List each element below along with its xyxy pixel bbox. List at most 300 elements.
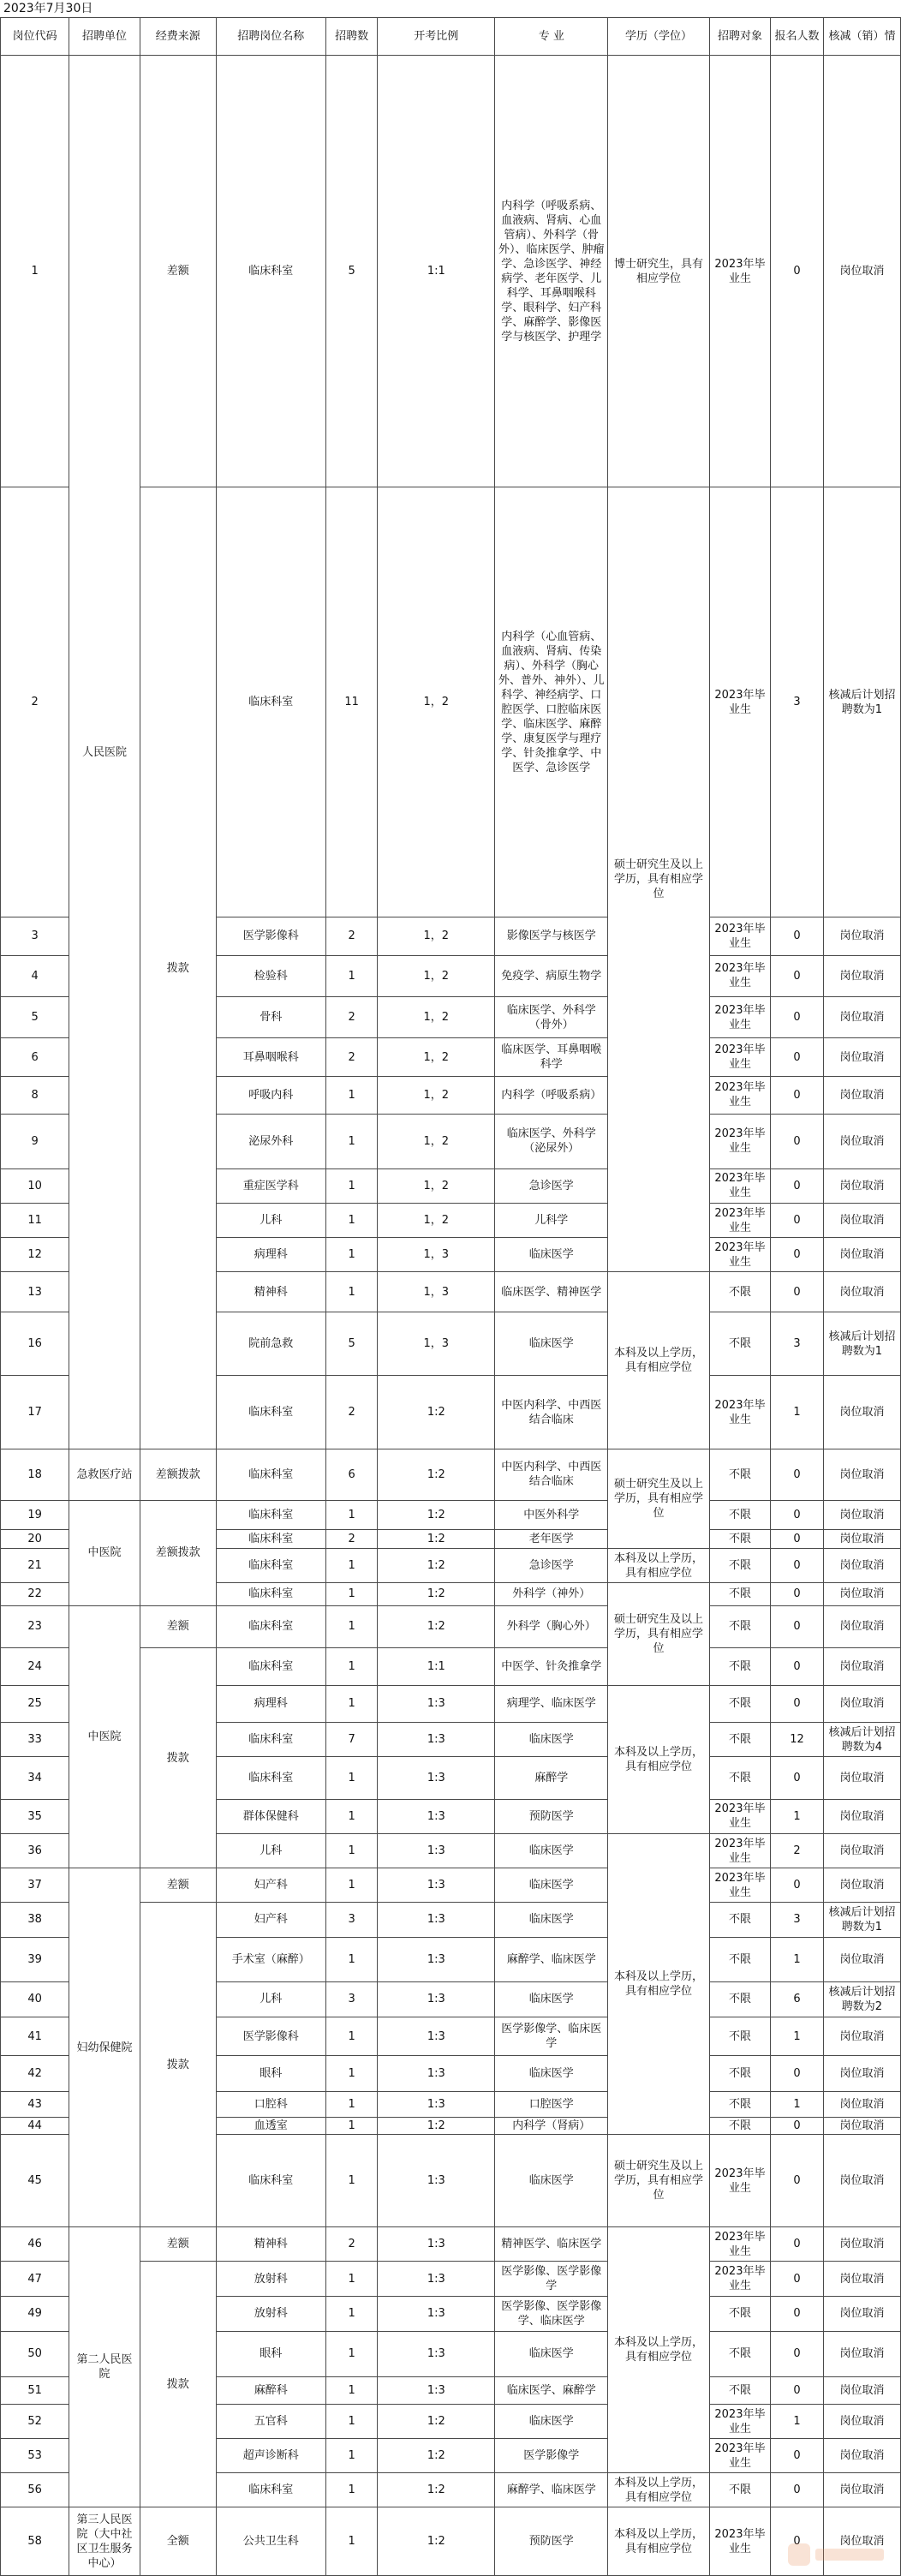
table-row <box>1 2227 901 2262</box>
post-code-cell: 9 <box>1 1114 69 1168</box>
applicant-count-cell: 0 <box>771 1530 824 1549</box>
target-cell: 2023年毕业生 <box>709 955 771 996</box>
target-cell: 不限 <box>709 1723 771 1757</box>
post-code-cell: 24 <box>1 1648 69 1686</box>
post-name-cell: 精神科 <box>216 1272 325 1312</box>
watermark-logo <box>786 2540 889 2569</box>
reduction-status-cell: 岗位取消 <box>823 1272 900 1312</box>
major-cell: 临床医学 <box>495 2404 608 2438</box>
target-cell: 2023年毕业生 <box>709 1238 771 1272</box>
major-cell: 临床医学、外科学（骨外） <box>495 996 608 1037</box>
applicant-count-cell: 6 <box>771 1982 824 2017</box>
major-cell: 急诊医学 <box>495 1168 608 1203</box>
exam-ratio-cell: 1:3 <box>378 2331 495 2376</box>
post-code-cell: 17 <box>1 1375 69 1449</box>
recruit-count-cell: 1 <box>325 2091 377 2117</box>
applicant-count-cell: 0 <box>771 917 824 955</box>
post-name-cell: 超声诊断科 <box>216 2439 325 2473</box>
major-cell: 临床医学 <box>495 1834 608 1868</box>
exam-ratio-cell: 1:3 <box>378 1982 495 2017</box>
target-cell: 2023年毕业生 <box>709 487 771 917</box>
post-code-cell: 8 <box>1 1076 69 1114</box>
post-name-cell: 临床科室 <box>216 2135 325 2227</box>
target-cell: 不限 <box>709 2331 771 2376</box>
applicant-count-cell: 0 <box>771 2135 824 2227</box>
target-cell: 2023年毕业生 <box>709 2227 771 2262</box>
post-name-cell: 麻醉科 <box>216 2376 325 2404</box>
post-name-cell: 医学影像科 <box>216 2017 325 2056</box>
reduction-status-cell: 岗位取消 <box>823 1834 900 1868</box>
reduction-status-cell: 岗位取消 <box>823 2296 900 2331</box>
post-code-cell: 18 <box>1 1449 69 1501</box>
recruit-count-cell: 1 <box>325 1605 377 1647</box>
post-code-cell: 37 <box>1 1868 69 1903</box>
post-name-cell: 五官科 <box>216 2404 325 2438</box>
post-code-cell: 52 <box>1 2404 69 2438</box>
post-code-cell: 25 <box>1 1685 69 1723</box>
header-cell: 招聘岗位名称 <box>216 18 325 56</box>
exam-ratio-cell: 1，3 <box>378 1272 495 1312</box>
applicant-count-cell: 0 <box>771 1549 824 1583</box>
applicant-count-cell: 0 <box>771 2262 824 2296</box>
exam-ratio-cell: 1，2 <box>378 1038 495 1077</box>
header-cell: 专 业 <box>495 18 608 56</box>
post-name-cell: 精神科 <box>216 2227 325 2262</box>
header-cell: 报名人数 <box>771 18 824 56</box>
post-code-cell: 22 <box>1 1583 69 1605</box>
post-code-cell: 12 <box>1 1238 69 1272</box>
recruit-count-cell: 5 <box>325 1312 377 1375</box>
exam-ratio-cell: 1:2 <box>378 2117 495 2135</box>
reduction-status-cell: 岗位取消 <box>823 1449 900 1501</box>
reduction-status-cell: 岗位取消 <box>823 1530 900 1549</box>
recruit-count-cell: 7 <box>325 1723 377 1757</box>
post-name-cell: 检验科 <box>216 955 325 996</box>
education-cell: 硕士研究生及以上学历，具有相应学位 <box>608 2135 709 2227</box>
post-code-cell: 58 <box>1 2507 69 2576</box>
post-name-cell: 儿科 <box>216 1982 325 2017</box>
recruit-count-cell: 1 <box>325 955 377 996</box>
applicant-count-cell: 0 <box>771 2331 824 2376</box>
post-code-cell: 46 <box>1 2227 69 2262</box>
exam-ratio-cell: 1，2 <box>378 1076 495 1114</box>
education-cell: 硕士研究生及以上学历，具有相应学位 <box>608 487 709 1272</box>
exam-ratio-cell: 1:3 <box>378 2091 495 2117</box>
post-code-cell: 4 <box>1 955 69 996</box>
major-cell: 临床医学、外科学（泌尿外） <box>495 1114 608 1168</box>
target-cell: 不限 <box>709 1648 771 1686</box>
applicant-count-cell: 0 <box>771 1272 824 1312</box>
post-code-cell: 49 <box>1 2296 69 2331</box>
post-name-cell: 公共卫生科 <box>216 2507 325 2576</box>
reduction-status-cell: 岗位取消 <box>823 2376 900 2404</box>
exam-ratio-cell: 1，2 <box>378 917 495 955</box>
unit-cell: 第三人民医院（大中社区卫生服务中心） <box>69 2507 140 2576</box>
recruit-count-cell: 1 <box>325 2507 377 2576</box>
recruit-count-cell: 1 <box>325 1549 377 1583</box>
recruit-count-cell: 3 <box>325 1982 377 2017</box>
major-cell: 免疫学、病原生物学 <box>495 955 608 996</box>
header-cell: 开考比例 <box>378 18 495 56</box>
post-name-cell: 重症医学科 <box>216 1168 325 1203</box>
post-name-cell: 院前急救 <box>216 1312 325 1375</box>
recruit-count-cell: 2 <box>325 2227 377 2262</box>
post-code-cell: 38 <box>1 1903 69 1937</box>
reduction-status-cell: 岗位取消 <box>823 1500 900 1529</box>
unit-cell: 急救医疗站 <box>69 1449 140 1501</box>
reduction-status-cell: 岗位取消 <box>823 2473 900 2507</box>
exam-ratio-cell: 1，2 <box>378 955 495 996</box>
applicant-count-cell: 0 <box>771 1583 824 1605</box>
exam-ratio-cell: 1:3 <box>378 1723 495 1757</box>
major-cell: 临床医学 <box>495 1312 608 1375</box>
exam-ratio-cell: 1，2 <box>378 1114 495 1168</box>
post-name-cell: 临床科室 <box>216 1500 325 1529</box>
target-cell: 不限 <box>709 1272 771 1312</box>
reduction-status-cell: 岗位取消 <box>823 2227 900 2262</box>
fund-source-cell: 差额 <box>140 2227 216 2262</box>
post-code-cell: 36 <box>1 1834 69 1868</box>
exam-ratio-cell: 1:2 <box>378 1449 495 1501</box>
target-cell: 2023年毕业生 <box>709 2439 771 2473</box>
applicant-count-cell: 1 <box>771 2091 824 2117</box>
post-code-cell: 51 <box>1 2376 69 2404</box>
recruit-count-cell: 1 <box>325 2331 377 2376</box>
major-cell: 医学影像学、临床医学 <box>495 2017 608 2056</box>
major-cell: 内科学（呼吸系病、血液病、肾病、心血管病）、外科学（骨外）、临床医学、肿瘤学、急诊医学、神经病学、老年医学、儿科学、耳鼻咽喉科学、眼科学、妇产科学、麻醉学、影像医学与核医学、护理学 <box>495 56 608 487</box>
recruit-count-cell: 1 <box>325 1238 377 1272</box>
major-cell: 中医学、针灸推拿学 <box>495 1648 608 1686</box>
major-cell: 临床医学、精神医学 <box>495 1272 608 1312</box>
fund-source-cell: 差额 <box>140 1868 216 1903</box>
reduction-status-cell: 岗位取消 <box>823 1204 900 1238</box>
applicant-count-cell: 0 <box>771 2117 824 2135</box>
table-row <box>1 1605 901 1647</box>
target-cell: 不限 <box>709 2091 771 2117</box>
exam-ratio-cell: 1:2 <box>378 2439 495 2473</box>
post-code-cell: 43 <box>1 2091 69 2117</box>
exam-ratio-cell: 1:3 <box>378 2056 495 2091</box>
exam-ratio-cell: 1，2 <box>378 487 495 917</box>
reduction-status-cell: 岗位取消 <box>823 955 900 996</box>
table-body <box>1 56 901 2576</box>
recruit-count-cell: 1 <box>325 2404 377 2438</box>
reduction-status-cell: 岗位取消 <box>823 1168 900 1203</box>
post-code-cell: 3 <box>1 917 69 955</box>
applicant-count-cell: 0 <box>771 2056 824 2091</box>
target-cell: 不限 <box>709 2473 771 2507</box>
major-cell: 临床医学 <box>495 1723 608 1757</box>
reduction-status-cell: 核减后计划招聘数为1 <box>823 487 900 917</box>
major-cell: 预防医学 <box>495 2507 608 2576</box>
major-cell: 内科学（肾病） <box>495 2117 608 2135</box>
post-name-cell: 临床科室 <box>216 1530 325 1549</box>
target-cell: 不限 <box>709 1903 771 1937</box>
exam-ratio-cell: 1:2 <box>378 2507 495 2576</box>
reduction-status-cell: 岗位取消 <box>823 2262 900 2296</box>
target-cell: 2023年毕业生 <box>709 1076 771 1114</box>
target-cell: 不限 <box>709 2376 771 2404</box>
recruit-count-cell: 1 <box>325 1583 377 1605</box>
exam-ratio-cell: 1:3 <box>378 1685 495 1723</box>
exam-ratio-cell: 1:2 <box>378 2473 495 2507</box>
unit-cell: 中医院 <box>69 1500 140 1605</box>
applicant-count-cell: 0 <box>771 1500 824 1529</box>
exam-ratio-cell: 1:2 <box>378 1605 495 1647</box>
recruit-count-cell: 2 <box>325 1038 377 1077</box>
target-cell: 2023年毕业生 <box>709 1038 771 1077</box>
applicant-count-cell: 0 <box>771 1204 824 1238</box>
recruit-count-cell: 1 <box>325 1685 377 1723</box>
exam-ratio-cell: 1:2 <box>378 1500 495 1529</box>
post-name-cell: 眼科 <box>216 2056 325 2091</box>
fund-source-cell: 差额拨款 <box>140 1500 216 1605</box>
post-code-cell: 39 <box>1 1937 69 1982</box>
post-code-cell: 16 <box>1 1312 69 1375</box>
applicant-count-cell: 0 <box>771 1238 824 1272</box>
post-name-cell: 病理科 <box>216 1685 325 1723</box>
applicant-count-cell: 0 <box>771 2296 824 2331</box>
post-name-cell: 病理科 <box>216 1238 325 1272</box>
reduction-status-cell: 岗位取消 <box>823 1937 900 1982</box>
major-cell: 中医外科学 <box>495 1500 608 1529</box>
post-code-cell: 40 <box>1 1982 69 2017</box>
recruit-count-cell: 1 <box>325 1168 377 1203</box>
recruit-count-cell: 1 <box>325 1757 377 1799</box>
reduction-status-cell: 岗位取消 <box>823 1583 900 1605</box>
unit-cell: 中医院 <box>69 1605 140 1868</box>
post-name-cell: 临床科室 <box>216 1757 325 1799</box>
applicant-count-cell: 0 <box>771 2473 824 2507</box>
recruit-count-cell: 1 <box>325 1937 377 1982</box>
post-code-cell: 1 <box>1 56 69 487</box>
major-cell: 临床医学 <box>495 2135 608 2227</box>
applicant-count-cell: 0 <box>771 2507 824 2576</box>
reduction-status-cell: 岗位取消 <box>823 56 900 487</box>
major-cell: 医学影像、医学影像学、临床医学 <box>495 2296 608 2331</box>
major-cell: 医学影像学 <box>495 2439 608 2473</box>
education-cell: 本科及以上学历，具有相应学位 <box>608 2473 709 2507</box>
reduction-status-cell: 岗位取消 <box>823 2056 900 2091</box>
applicant-count-cell: 0 <box>771 2227 824 2262</box>
major-cell: 精神医学、临床医学 <box>495 2227 608 2262</box>
header-row <box>1 18 901 56</box>
post-name-cell: 血透室 <box>216 2117 325 2135</box>
header-cell: 核减（销）情 <box>823 18 900 56</box>
recruit-count-cell: 1 <box>325 1834 377 1868</box>
post-name-cell: 儿科 <box>216 1204 325 1238</box>
recruit-count-cell: 1 <box>325 2262 377 2296</box>
applicant-count-cell: 3 <box>771 1903 824 1937</box>
reduction-status-cell: 岗位取消 <box>823 2091 900 2117</box>
major-cell: 临床医学 <box>495 2056 608 2091</box>
recruit-count-cell: 5 <box>325 56 377 487</box>
exam-ratio-cell: 1:3 <box>378 2296 495 2331</box>
header-cell: 岗位代码 <box>1 18 69 56</box>
target-cell: 2023年毕业生 <box>709 2135 771 2227</box>
applicant-count-cell: 1 <box>771 1799 824 1833</box>
post-name-cell: 临床科室 <box>216 1375 325 1449</box>
applicant-count-cell: 0 <box>771 1114 824 1168</box>
applicant-count-cell: 0 <box>771 1449 824 1501</box>
target-cell: 2023年毕业生 <box>709 2404 771 2438</box>
reduction-status-cell: 岗位取消 <box>823 2439 900 2473</box>
reduction-status-cell: 岗位取消 <box>823 2331 900 2376</box>
reduction-status-cell: 岗位取消 <box>823 1375 900 1449</box>
post-name-cell: 耳鼻咽喉科 <box>216 1038 325 1077</box>
reduction-status-cell: 核减后计划招聘数为4 <box>823 1723 900 1757</box>
education-cell: 本科及以上学历，具有相应学位 <box>608 1834 709 2135</box>
major-cell: 影像医学与核医学 <box>495 917 608 955</box>
target-cell: 2023年毕业生 <box>709 1868 771 1903</box>
target-cell: 不限 <box>709 2117 771 2135</box>
applicant-count-cell: 0 <box>771 1605 824 1647</box>
reduction-status-cell: 岗位取消 <box>823 2135 900 2227</box>
exam-ratio-cell: 1:1 <box>378 56 495 487</box>
applicant-count-cell: 1 <box>771 1937 824 1982</box>
table-row <box>1 56 901 487</box>
reduction-status-cell: 岗位取消 <box>823 1757 900 1799</box>
target-cell: 不限 <box>709 1530 771 1549</box>
education-cell: 本科及以上学历，具有相应学位 <box>608 2507 709 2576</box>
education-cell: 硕士研究生及以上学历，具有相应学位 <box>608 1583 709 1685</box>
exam-ratio-cell: 1:3 <box>378 2227 495 2262</box>
post-name-cell: 临床科室 <box>216 2473 325 2507</box>
target-cell: 2023年毕业生 <box>709 1375 771 1449</box>
exam-ratio-cell: 1:3 <box>378 2376 495 2404</box>
target-cell: 不限 <box>709 1549 771 1583</box>
exam-ratio-cell: 1:2 <box>378 1583 495 1605</box>
applicant-count-cell: 0 <box>771 1757 824 1799</box>
recruit-count-cell: 6 <box>325 1449 377 1501</box>
reduction-status-cell: 岗位取消 <box>823 2404 900 2438</box>
recruitment-table <box>0 17 901 2576</box>
major-cell: 麻醉学、临床医学 <box>495 2473 608 2507</box>
target-cell: 2023年毕业生 <box>709 1834 771 1868</box>
recruit-count-cell: 1 <box>325 1868 377 1903</box>
exam-ratio-cell: 1，3 <box>378 1312 495 1375</box>
header-cell: 经费来源 <box>140 18 216 56</box>
reduction-status-cell: 岗位取消 <box>823 1685 900 1723</box>
reduction-status-cell: 岗位取消 <box>823 1799 900 1833</box>
exam-ratio-cell: 1，2 <box>378 1168 495 1203</box>
target-cell: 2023年毕业生 <box>709 917 771 955</box>
fund-source-cell: 差额 <box>140 56 216 487</box>
exam-ratio-cell: 1:1 <box>378 1648 495 1686</box>
post-code-cell: 21 <box>1 1549 69 1583</box>
exam-ratio-cell: 1，2 <box>378 1204 495 1238</box>
applicant-count-cell: 2 <box>771 1834 824 1868</box>
exam-ratio-cell: 1:2 <box>378 1375 495 1449</box>
recruit-count-cell: 1 <box>325 1114 377 1168</box>
applicant-count-cell: 0 <box>771 1168 824 1203</box>
applicant-count-cell: 0 <box>771 1038 824 1077</box>
recruit-count-cell: 1 <box>325 1272 377 1312</box>
exam-ratio-cell: 1:2 <box>378 1549 495 1583</box>
major-cell: 临床医学、麻醉学 <box>495 2376 608 2404</box>
post-code-cell: 10 <box>1 1168 69 1203</box>
post-name-cell: 眼科 <box>216 2331 325 2376</box>
post-code-cell: 42 <box>1 2056 69 2091</box>
applicant-count-cell: 0 <box>771 1868 824 1903</box>
reduction-status-cell: 核减后计划招聘数为1 <box>823 1312 900 1375</box>
post-name-cell: 手术室（麻醉） <box>216 1937 325 1982</box>
recruit-count-cell: 1 <box>325 2296 377 2331</box>
recruit-count-cell: 1 <box>325 1500 377 1529</box>
post-code-cell: 19 <box>1 1500 69 1529</box>
post-name-cell: 儿科 <box>216 1834 325 1868</box>
reduction-status-cell: 核减后计划招聘数为2 <box>823 1982 900 2017</box>
major-cell: 麻醉学、临床医学 <box>495 1937 608 1982</box>
exam-ratio-cell: 1:3 <box>378 2135 495 2227</box>
exam-ratio-cell: 1:2 <box>378 1530 495 1549</box>
applicant-count-cell: 1 <box>771 1375 824 1449</box>
post-name-cell: 临床科室 <box>216 1549 325 1583</box>
applicant-count-cell: 0 <box>771 1648 824 1686</box>
post-code-cell: 13 <box>1 1272 69 1312</box>
post-name-cell: 泌尿外科 <box>216 1114 325 1168</box>
post-code-cell: 5 <box>1 996 69 1037</box>
recruit-count-cell: 1 <box>325 2117 377 2135</box>
reduction-status-cell: 岗位取消 <box>823 917 900 955</box>
fund-source-cell: 差额 <box>140 1605 216 1647</box>
post-code-cell: 33 <box>1 1723 69 1757</box>
target-cell: 不限 <box>709 1982 771 2017</box>
recruit-count-cell: 1 <box>325 2439 377 2473</box>
applicant-count-cell: 1 <box>771 2404 824 2438</box>
target-cell: 2023年毕业生 <box>709 1204 771 1238</box>
reduction-status-cell: 岗位取消 <box>823 1114 900 1168</box>
major-cell: 内科学（呼吸系病） <box>495 1076 608 1114</box>
applicant-count-cell: 0 <box>771 2376 824 2404</box>
applicant-count-cell: 0 <box>771 2439 824 2473</box>
post-code-cell: 11 <box>1 1204 69 1238</box>
target-cell: 不限 <box>709 1449 771 1501</box>
post-code-cell: 56 <box>1 2473 69 2507</box>
reduction-status-cell: 岗位取消 <box>823 1648 900 1686</box>
post-code-cell: 35 <box>1 1799 69 1833</box>
document-date: 2023年7月30日 <box>3 2 93 15</box>
major-cell: 外科学（神外） <box>495 1583 608 1605</box>
post-name-cell: 临床科室 <box>216 1449 325 1501</box>
major-cell: 临床医学 <box>495 2331 608 2376</box>
unit-cell: 第二人民医院 <box>69 2227 140 2507</box>
fund-source-cell: 拨款 <box>140 487 216 1449</box>
reduction-status-cell: 岗位取消 <box>823 1549 900 1583</box>
major-cell: 口腔医学 <box>495 2091 608 2117</box>
table-row <box>1 1449 901 1501</box>
post-code-cell: 34 <box>1 1757 69 1799</box>
recruit-count-cell: 2 <box>325 996 377 1037</box>
applicant-count-cell: 12 <box>771 1723 824 1757</box>
reduction-status-cell: 岗位取消 <box>823 1868 900 1903</box>
applicant-count-cell: 3 <box>771 487 824 917</box>
reduction-status-cell: 岗位取消 <box>823 1076 900 1114</box>
education-cell: 博士研究生，具有相应学位 <box>608 56 709 487</box>
major-cell: 中医内科学、中西医结合临床 <box>495 1449 608 1501</box>
exam-ratio-cell: 1:3 <box>378 1757 495 1799</box>
fund-source-cell: 拨款 <box>140 1648 216 1868</box>
post-name-cell: 口腔科 <box>216 2091 325 2117</box>
applicant-count-cell: 0 <box>771 1685 824 1723</box>
recruit-count-cell: 1 <box>325 2017 377 2056</box>
table-row <box>1 2507 901 2576</box>
major-cell: 临床医学 <box>495 1903 608 1937</box>
target-cell: 不限 <box>709 1937 771 1982</box>
applicant-count-cell: 3 <box>771 1312 824 1375</box>
target-cell: 不限 <box>709 2056 771 2091</box>
exam-ratio-cell: 1:3 <box>378 1868 495 1903</box>
